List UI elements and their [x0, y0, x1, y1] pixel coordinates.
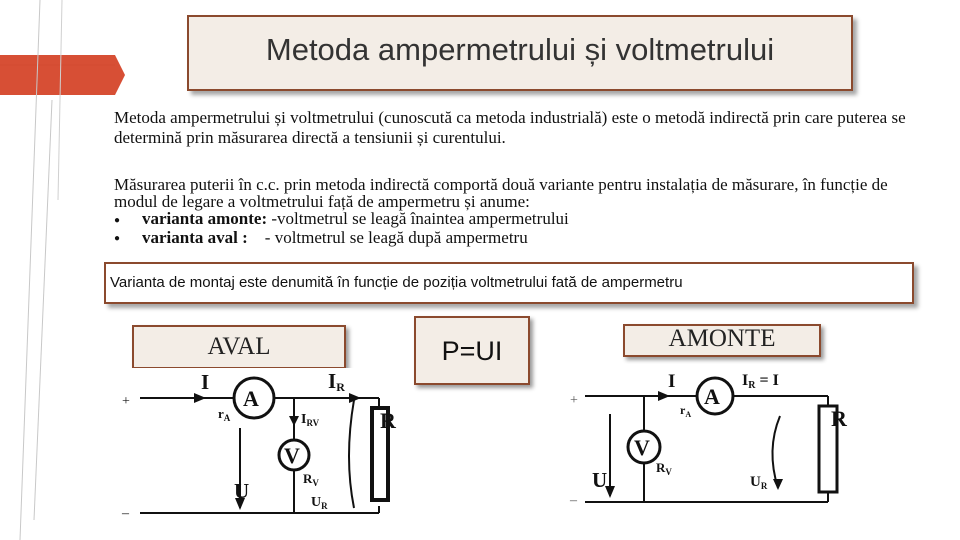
ammeter-resistance-label: $r_A$: [680, 403, 692, 419]
variant-note: Varianta de montaj este denumită în funcție de poziția voltmetrului fată de ampermetru: [110, 274, 683, 291]
plus-terminal: +: [122, 394, 130, 409]
amonte-label: AMONTE: [668, 325, 776, 352]
resistor-voltage-label: $U_R$: [750, 474, 768, 491]
bullet-text: -voltmetrul se leagă înaintea ampermetrului: [267, 209, 569, 228]
resistor-voltage-label: $U_R$: [311, 495, 328, 511]
bullet-icon: ●: [114, 214, 121, 226]
bullet-term: varianta aval :: [142, 227, 248, 247]
bullet-term: varianta amonte:: [142, 209, 268, 228]
ammeter-resistance-label: $r_A$: [218, 406, 231, 423]
ammeter-icon: A: [243, 386, 259, 411]
intro-paragraph: Metoda ampermetrului și voltmetrului (cunoscută ca metoda industrială) este o metodă indirectă prin care puterea se determină prin măsurarea directă a tensiunii și curentului.: [114, 108, 906, 147]
bullet-icon: ●: [114, 233, 121, 245]
voltmeter-icon: V: [284, 443, 300, 468]
resistor-current-label: IR: [328, 369, 345, 394]
slide-title: Metoda ampermetrului și voltmetrului: [265, 32, 775, 67]
voltmeter-resistance-label: $R_V$: [303, 471, 319, 488]
list-item: [114, 229, 569, 248]
amonte-circuit-diagram: [540, 364, 862, 530]
list-item: [114, 210, 569, 229]
voltmeter-icon: V: [634, 435, 650, 460]
voltage-label: U: [234, 479, 250, 503]
bullet-text: - voltmetrul se leagă după ampermetru: [247, 227, 528, 247]
resistor-current-label: IR = I: [742, 372, 779, 391]
aval-circuit-diagram: [114, 368, 406, 522]
voltmeter-current-label: $I_{RV}$: [301, 412, 320, 428]
voltage-label: U: [592, 468, 608, 492]
resistor-label: R: [380, 408, 396, 433]
ammeter-icon: A: [704, 384, 720, 409]
voltmeter-resistance-label: $R_V$: [656, 460, 672, 477]
current-label: I: [201, 370, 210, 394]
variants-paragraph: Măsurarea puterii în c.c. prin metoda indirectă comportă două variante pentru instalația de măsurare, în funcție de modul de legare a voltmetrului față de ampermetru și anume:: [114, 175, 888, 211]
current-label: I: [668, 371, 676, 392]
variants-list: [114, 210, 569, 247]
resistor-label: R: [831, 406, 847, 431]
plus-terminal: +: [570, 393, 578, 408]
minus-terminal: –: [570, 493, 577, 508]
power-formula: P=UI: [441, 336, 503, 366]
minus-terminal: –: [122, 506, 129, 521]
aval-label: AVAL: [207, 333, 271, 360]
